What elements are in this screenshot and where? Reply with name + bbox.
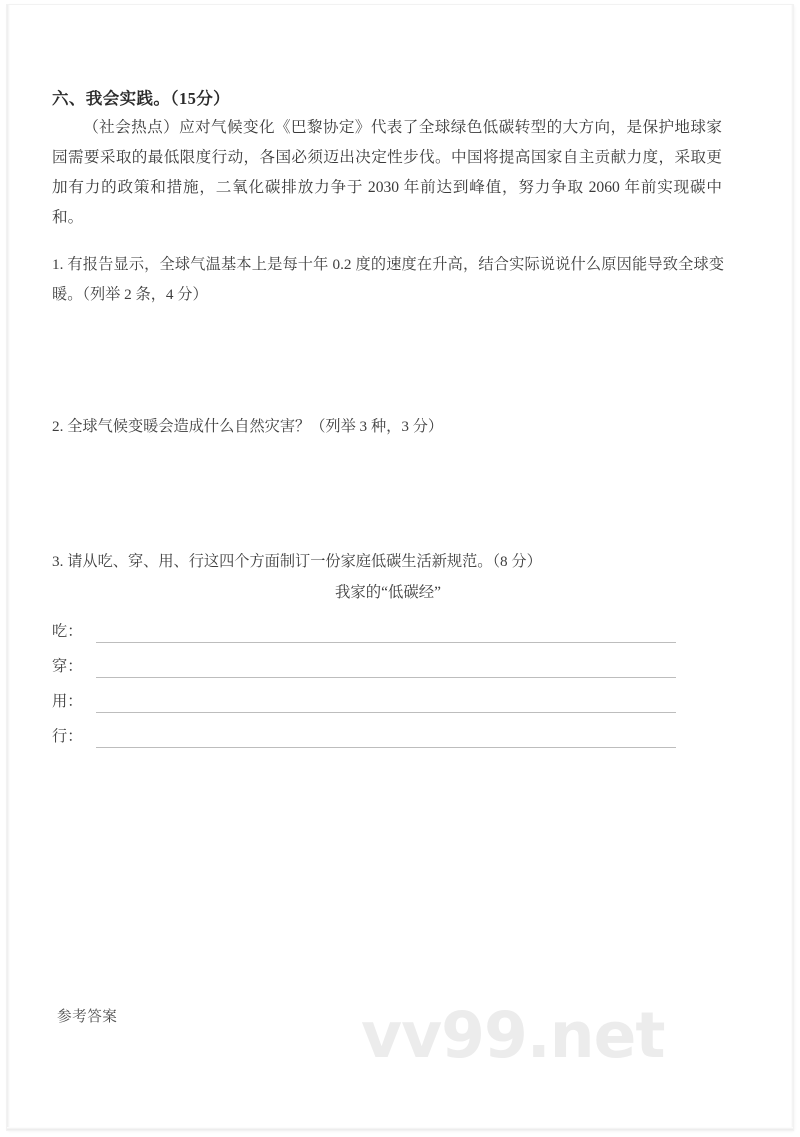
site-watermark: vv99.net — [361, 999, 665, 1072]
answer-label-eat: 吃： — [52, 623, 83, 640]
answer-row-travel — [52, 718, 724, 753]
page-content — [7, 5, 793, 1130]
scanned-page-sheet — [7, 5, 793, 1130]
answer-rows-group — [52, 613, 724, 753]
section-heading: 六、我会实践。（15分） — [52, 89, 231, 108]
answer-label-travel: 行： — [52, 728, 83, 745]
answer-blank-line-eat[interactable] — [96, 642, 676, 643]
answer-row-use — [52, 683, 724, 718]
answer-blank-line-travel[interactable] — [96, 747, 676, 748]
answer-blank-line-wear[interactable] — [96, 677, 676, 678]
answer-row-wear — [52, 648, 724, 683]
reference-answer-label: 参考答案 — [57, 1009, 118, 1025]
answer-blank-line-use[interactable] — [96, 712, 676, 713]
answer-row-eat — [52, 613, 724, 648]
question-1: 1. 有报告显示，全球气温基本上是每十年 0.2 度的速度在升高，结合实际说说什么原因能导致全球变暖。（列举 2 条，4 分） — [52, 256, 724, 303]
answer-label-use: 用： — [52, 693, 83, 710]
answer-label-wear: 穿： — [52, 658, 83, 675]
question-3: 3. 请从吃、穿、用、行这四个方面制订一份家庭低碳生活新规范。（8 分） — [52, 553, 542, 570]
intro-paragraph: （社会热点）应对气候变化《巴黎协定》代表了全球绿色低碳转型的大方向，是保护地球家园需要采取的最低限度行动，各国必须迈出决定性步伐。中国将提高国家自主贡献力度，采取更加有力的政策和措施，二氧化碳排放力争于 2030 年前达到峰值，努力争取 2060 年前实现碳中和。 — [52, 119, 722, 226]
question-2: 2. 全球气候变暖会造成什么自然灾害？（列举 3 种，3 分） — [52, 418, 444, 435]
worksheet-title: 我家的“低碳经” — [334, 584, 441, 601]
